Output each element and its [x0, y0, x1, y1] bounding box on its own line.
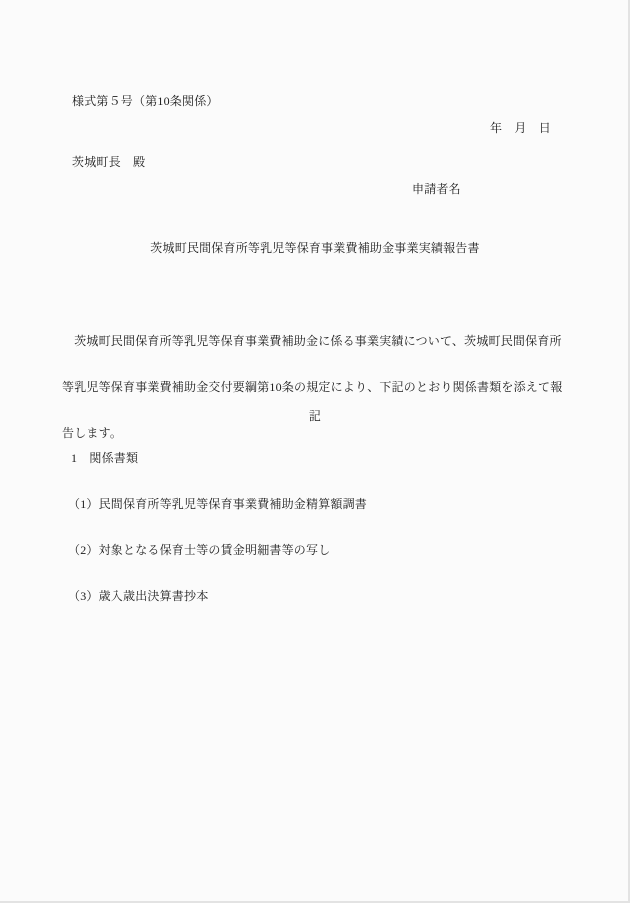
- record-marker: 記: [308, 409, 322, 423]
- body-paragraph-line: 茨城町民間保育所等乳児等保育事業費補助金に係る事業実績について、茨城町民間保育所: [62, 334, 562, 349]
- attachment-item: （3）歳入歳出決算書抄本: [68, 588, 209, 603]
- document-title: 茨城町民間保育所等乳児等保育事業費補助金事業実績報告書: [150, 241, 480, 255]
- attachment-item: （2）対象となる保育士等の賃金明細書等の写し: [68, 543, 331, 558]
- date-line: 年 月 日: [490, 121, 552, 135]
- body-paragraph-line: 告します。: [62, 425, 123, 440]
- attachment-item: （1）民間保育所等乳児等保育事業費補助金精算額調書: [68, 497, 368, 512]
- applicant-name-label: 申請者名: [412, 182, 461, 196]
- addressee-line: 茨城町長 殿: [72, 155, 146, 169]
- body-paragraph: [62, 304, 568, 471]
- form-number-label: 様式第５号（第10条関係）: [72, 94, 219, 108]
- body-paragraph-line: 等乳児等保育事業費補助金交付要綱第10条の規定により、下記のとおり関係書類を添えて報: [62, 380, 563, 395]
- attachments-heading: 1 関係書類: [71, 451, 139, 465]
- attachments-list: [68, 467, 367, 634]
